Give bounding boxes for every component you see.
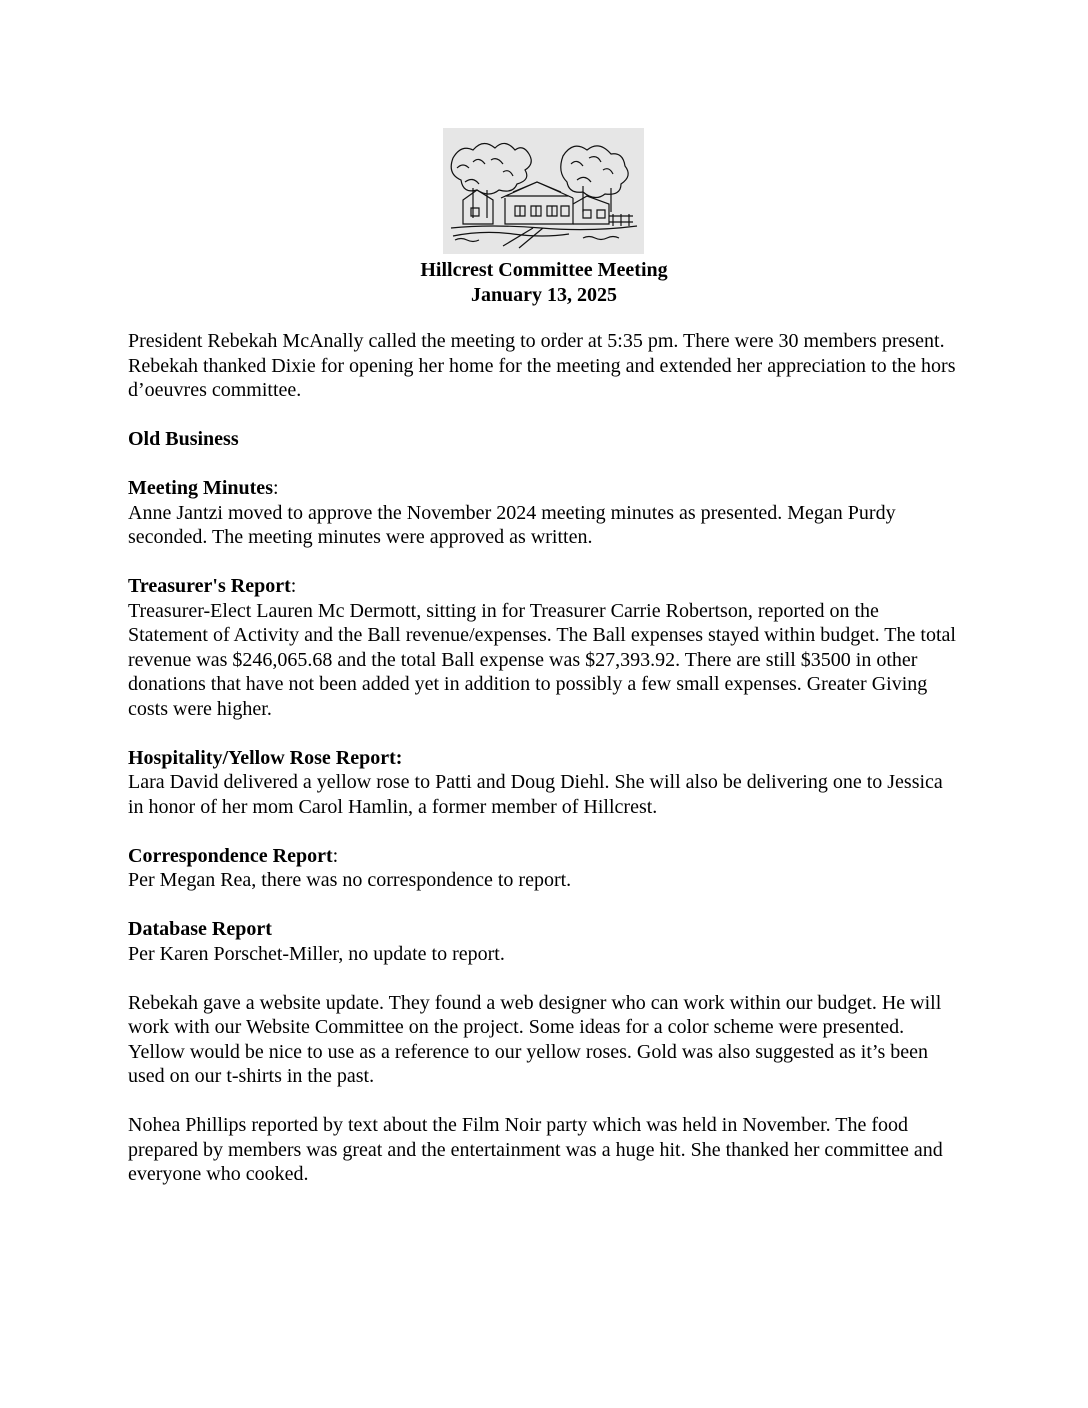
hospitality-report-section <box>128 746 958 820</box>
old-business-heading: Old Business <box>128 428 239 450</box>
correspondence-report-section <box>128 844 958 893</box>
document-title: Hillcrest Committee Meeting <box>420 259 668 281</box>
house-sketch-drawing <box>443 128 644 254</box>
section-heading-line <box>128 844 958 869</box>
treasurer-report-text: Treasurer-Elect Lauren Mc Dermott, sitting in for Treasurer Carrie Robertson, reported on the Statement of Activity and the Ball revenue/expenses. The Ball expenses stayed within budget. The total revenue was $246,065.68 and the total Ball expense was $27,393.92. There are still $3500 in other donations that have not been added yet in addition to possibly a few small expenses. Greater Giving costs were higher. <box>128 599 956 720</box>
hospitality-report-text: Lara David delivered a yellow rose to Patti and Doug Diehl. She will also be delivering one to Jessica in honor of her mom Carol Hamlin, a former member of Hillcrest. <box>128 771 943 818</box>
treasurer-report-heading: Treasurer's Report <box>128 575 291 597</box>
intro-paragraph: President Rebekah McAnally called the meeting to order at 5:35 pm. There were 30 members present. Rebekah thanked Dixie for opening her home for the meeting and extended her appreciation to the hors d’oeuvres committee. <box>128 330 956 401</box>
treasurer-report-section <box>128 574 958 721</box>
heading-colon: : <box>332 844 339 867</box>
database-report-heading: Database Report <box>128 918 272 940</box>
section-heading-line <box>128 574 958 599</box>
hospitality-report-heading: Hospitality/Yellow Rose Report: <box>128 746 403 769</box>
heading-colon: : <box>272 477 279 499</box>
heading-colon: : <box>290 575 297 597</box>
section-heading-line <box>128 917 958 942</box>
meeting-minutes-section <box>128 476 958 550</box>
minutes-body <box>128 329 958 1211</box>
meeting-date: January 13, 2025 <box>470 284 618 306</box>
correspondence-report-text: Per Megan Rea, there was no correspondence to report. <box>128 869 572 891</box>
film-noir-paragraph: Nohea Phillips reported by text about the Film Noir party which was held in November. The food prepared by members was great and the entertainment was a huge hit. She thanked her committee and everyone who cooked. <box>128 1114 943 1185</box>
correspondence-report-heading: Correspondence Report <box>128 844 333 867</box>
meeting-minutes-text: Anne Jantzi moved to approve the November 2024 meeting minutes as presented. Megan Purdy seconded. The meeting minutes were approved as written. <box>128 501 896 548</box>
database-report-text: Per Karen Porschet-Miller, no update to report. <box>128 942 505 965</box>
section-heading-line <box>128 746 958 771</box>
house-sketch-logo <box>443 128 644 254</box>
section-heading-line <box>128 476 958 501</box>
database-report-section <box>128 917 958 966</box>
meeting-minutes-heading: Meeting Minutes <box>128 477 273 499</box>
website-update-paragraph: Rebekah gave a website update. They found a web designer who can work within our budget. He will work with our Website Committee on the project. Some ideas for a color scheme were presented. Yellow would be nice to use as a reference to our yellow roses. Gold was also suggested as it’s been used on our t-shirts in the past. <box>128 991 942 1087</box>
